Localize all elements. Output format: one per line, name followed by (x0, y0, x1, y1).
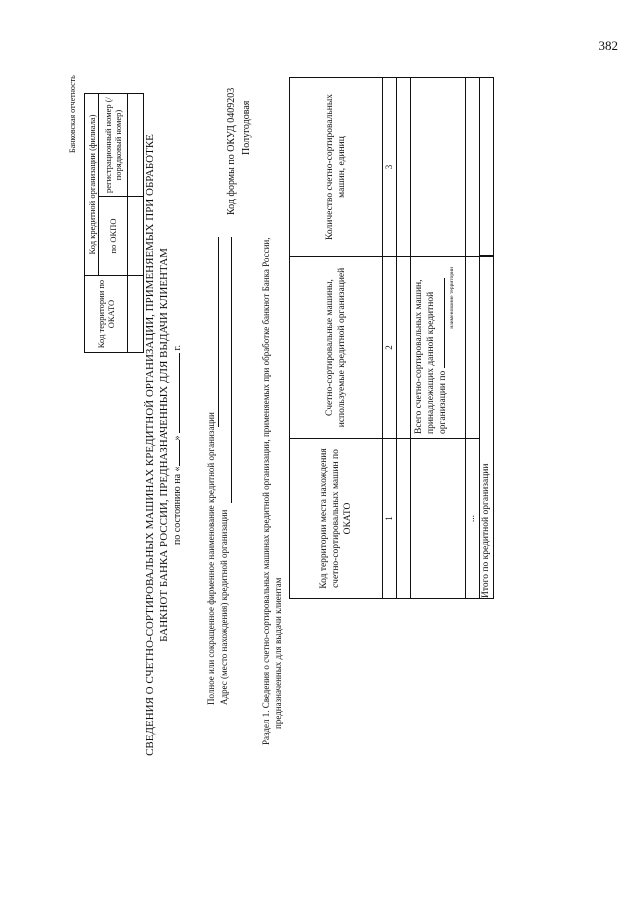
report-title (143, 95, 185, 795)
quantity-value (466, 78, 480, 257)
header-machines: Счетно-сортировальные машины, используемые кредитной организацией (290, 257, 383, 439)
quantity-value (411, 78, 466, 257)
table-row-total (480, 78, 494, 599)
section-title-line-2: предназначенных для выдачи клиентам (273, 577, 283, 729)
date-month-field (179, 353, 180, 433)
column-number-1: 1 (383, 439, 397, 599)
machines-table (289, 77, 494, 599)
title-line-2: БАНКНОТ БАНКА РОССИИ, ПРЕДНАЗНАЧЕННЫХ ДЛЯ ВЫДАЧИ КЛИЕНТАМ (158, 248, 170, 642)
org-address-label: Адрес (место нахождения) кредитной организации (219, 509, 229, 705)
column-number-row (383, 78, 397, 599)
reg-number-header: регистрационный номер (/порядковый номер) (99, 94, 128, 197)
codes-table (84, 93, 144, 353)
territory-name-field (444, 278, 445, 368)
page-number: 382 (598, 38, 618, 53)
okpo-cell (128, 197, 144, 276)
okato-cell (128, 276, 144, 353)
date-day-field (179, 440, 180, 466)
table-row-territory-total (411, 78, 466, 599)
okato-value (411, 439, 466, 599)
org-name-label: Полное или сокращенное фирменное наименование кредитной организации (206, 412, 216, 705)
section-title-line-1: Раздел 1. Сведения о счетно-сортировальных машинах кредитной организации, применяемых при обработке банкнот Банка России, (261, 237, 271, 745)
org-address-field (231, 237, 232, 503)
column-number-3: 3 (383, 78, 397, 257)
table-header-row (290, 78, 383, 599)
table-row (397, 78, 411, 599)
okpo-header: по ОКПО (99, 197, 128, 276)
date-suffix: г. (172, 344, 183, 351)
header-quantity: Количество счетно-сортировальных машин, единиц (290, 78, 383, 257)
ellipsis-cell: ... (466, 439, 480, 599)
report-date (171, 95, 185, 795)
machine-value (397, 257, 411, 439)
territory-total-label: Всего счетно-сортировальных машин, принадлежащих данной кредитной организации по наименование территории (411, 257, 466, 439)
territory-name-caption: наименование территории (449, 267, 455, 329)
header-okato: Код территории места нахождения счетно-сортировальных машин по ОКАТО (290, 439, 383, 599)
column-number-2: 2 (383, 257, 397, 439)
form-code: Код формы по ОКУД 0409203 (226, 87, 237, 215)
credit-org-code-header: Код кредитной организации (филиала) (85, 94, 99, 276)
quantity-value (397, 78, 411, 257)
reporting-label: Банковская отчетность (68, 75, 77, 153)
reg-number-cell (128, 94, 144, 197)
machine-value (466, 257, 480, 439)
table-row-ellipsis (466, 78, 480, 599)
total-org-value (480, 78, 494, 257)
title-line-1: СВЕДЕНИЯ О СЧЕТНО-СОРТИРОВАЛЬНЫХ МАШИНАХ КРЕДИТНОЙ ОРГАНИЗАЦИИ, ПРИМЕНЯЕМЫХ ПРИ ОБРАБОТКЕ (144, 134, 156, 756)
okato-header: Код территории по ОКАТО (85, 276, 128, 353)
total-org-label: Итого по кредитной организации (480, 257, 494, 599)
org-name-field (218, 237, 219, 427)
date-prefix: по состоянию на « (172, 466, 183, 546)
date-mid: » (172, 435, 183, 441)
okato-value (397, 439, 411, 599)
form-period: Полугодовая (241, 100, 252, 155)
